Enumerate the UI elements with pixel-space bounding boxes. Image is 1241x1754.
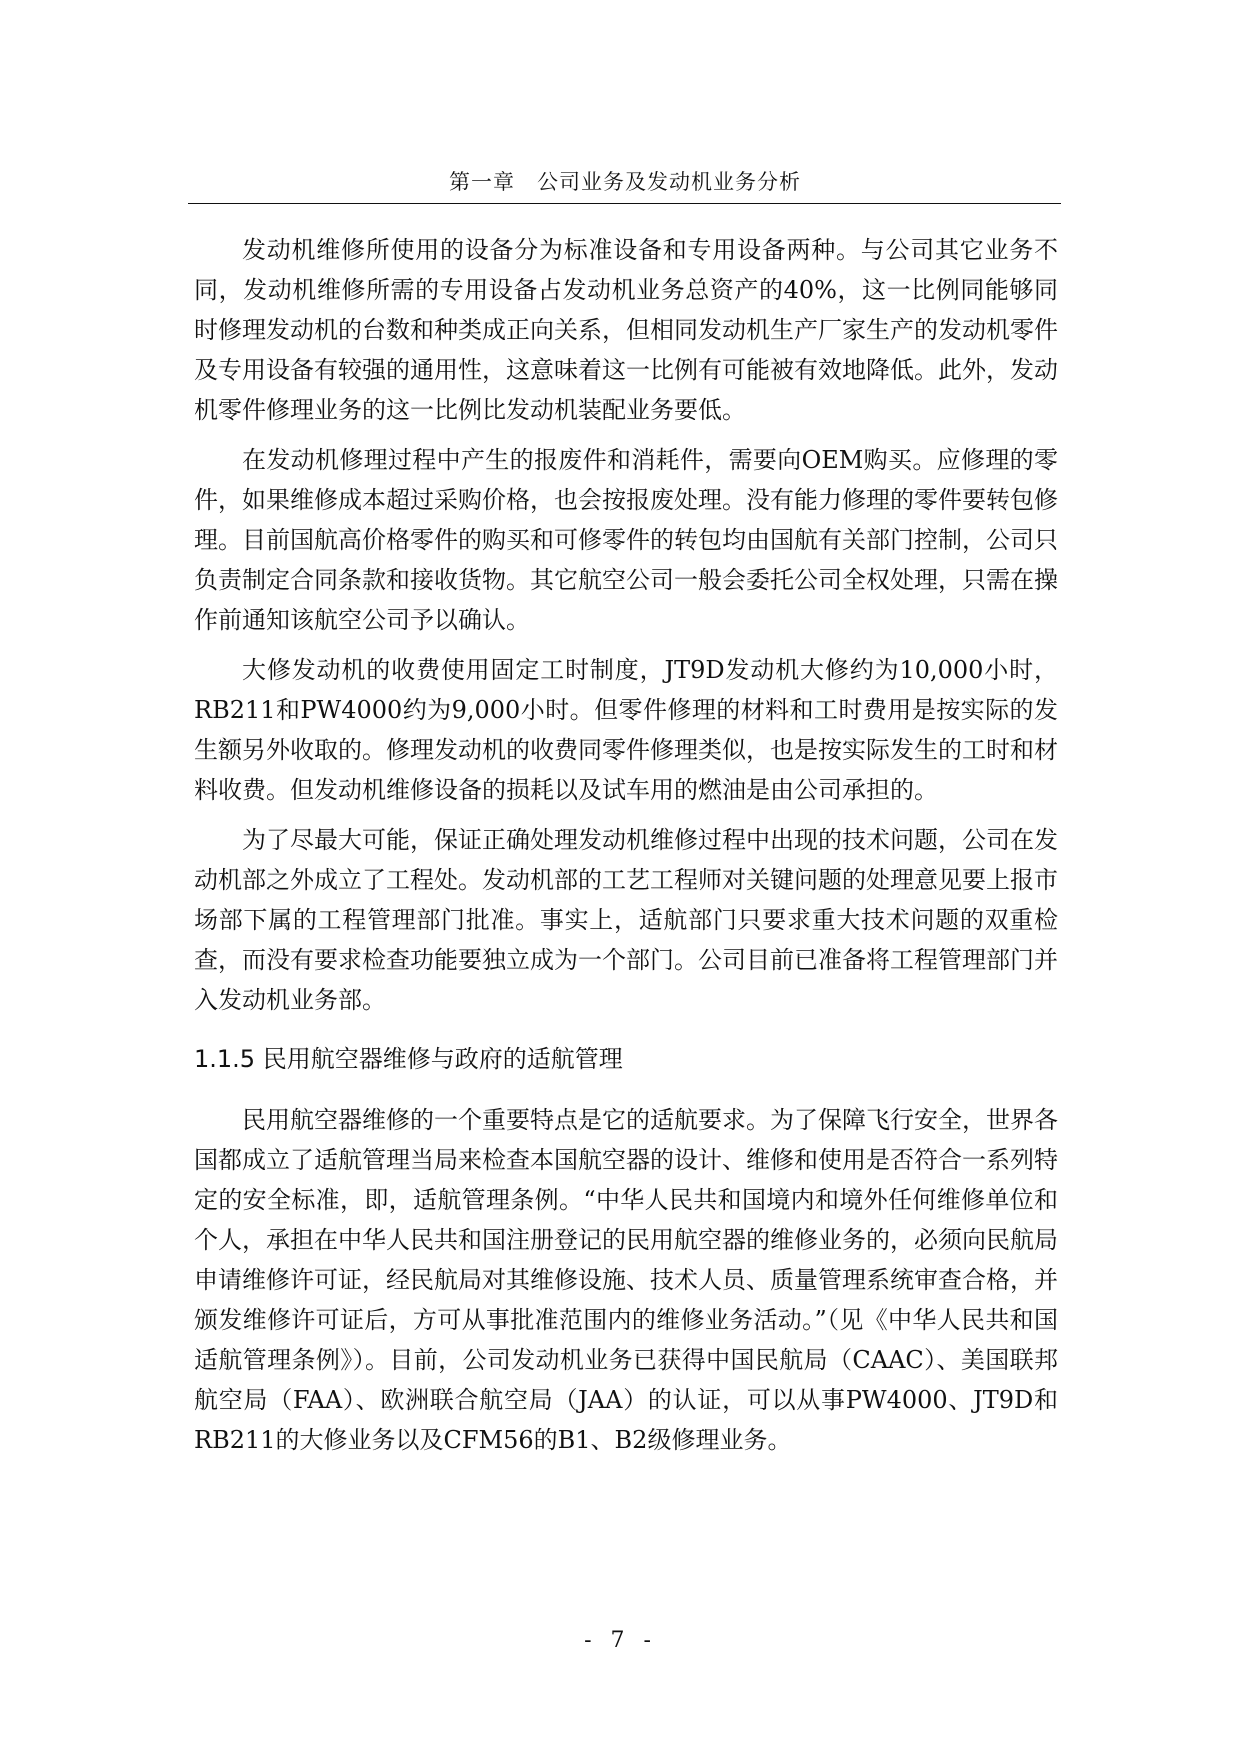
header-rule <box>188 203 1061 204</box>
page-number: - 7 - <box>584 1628 657 1653</box>
paragraph-4: 为了尽最大可能，保证正确处理发动机维修过程中出现的技术问题，公司在发动机部之外成立了工程处。发动机部的工艺工程师对关键问题的处理意见要上报市场部下属的工程管理部门批准。事实上，适航部门只要求重大技术问题的双重检查，而没有要求检查功能要独立成为一个部门。公司目前已准备将工程管理部门并入发动机业务部。 <box>194 826 1058 1014</box>
body-text <box>194 230 1058 1470</box>
section-heading: 1.1.5 民用航空器维修与政府的适航管理 <box>194 1045 623 1073</box>
paragraph-1: 发动机维修所使用的设备分为标准设备和专用设备两种。与公司其它业务不同，发动机维修所需的专用设备占发动机业务总资产的40%，这一比例同能够同时修理发动机的台数和种类成正向关系，但相同发动机生产厂家生产的发动机零件及专用设备有较强的通用性，这意味着这一比例有可能被有效地降低。此外，发动机零件修理业务的这一比例比发动机装配业务要低。 <box>194 236 1058 424</box>
paragraph-5: 民用航空器维修的一个重要特点是它的适航要求。为了保障飞行安全，世界各国都成立了适航管理当局来检查本国航空器的设计、维修和使用是否符合一系列特定的安全标准，即，适航管理条例。“中华人民共和国境内和境外任何维修单位和个人，承担在中华人民共和国注册登记的民用航空器的维修业务的，必须向民航局申请维修许可证，经民航局对其维修设施、技术人员、质量管理系统审查合格，并颁发维修许可证后，方可从事批准范围内的维修业务活动。”（见《中华人民共和国适航管理条例》）。目前，公司发动机业务已获得中国民航局（CAAC）、美国联邦航空局（FAA）、欧洲联合航空局（JAA）的认证，可以从事PW4000、JT9D和RB211的大修业务以及CFM56的B1、B2级修理业务。 <box>194 1106 1058 1454</box>
paragraph-2: 在发动机修理过程中产生的报废件和消耗件，需要向OEM购买。应修理的零件，如果维修成本超过采购价格，也会按报废处理。没有能力修理的零件要转包修理。目前国航高价格零件的购买和可修零件的转包均由国航有关部门控制，公司只负责制定合同条款和接收货物。其它航空公司一般会委托公司全权处理，只需在操作前通知该航空公司予以确认。 <box>194 446 1058 634</box>
paragraph-3: 大修发动机的收费使用固定工时制度，JT9D发动机大修约为10,000小时，RB211和PW4000约为9,000小时。但零件修理的材料和工时费用是按实际的发生额另外收取的。修理发动机的收费同零件修理类似，也是按实际发生的工时和材料收费。但发动机维修设备的损耗以及试车用的燃油是由公司承担的。 <box>194 656 1058 804</box>
running-header: 第一章 公司业务及发动机业务分析 <box>449 170 801 194</box>
